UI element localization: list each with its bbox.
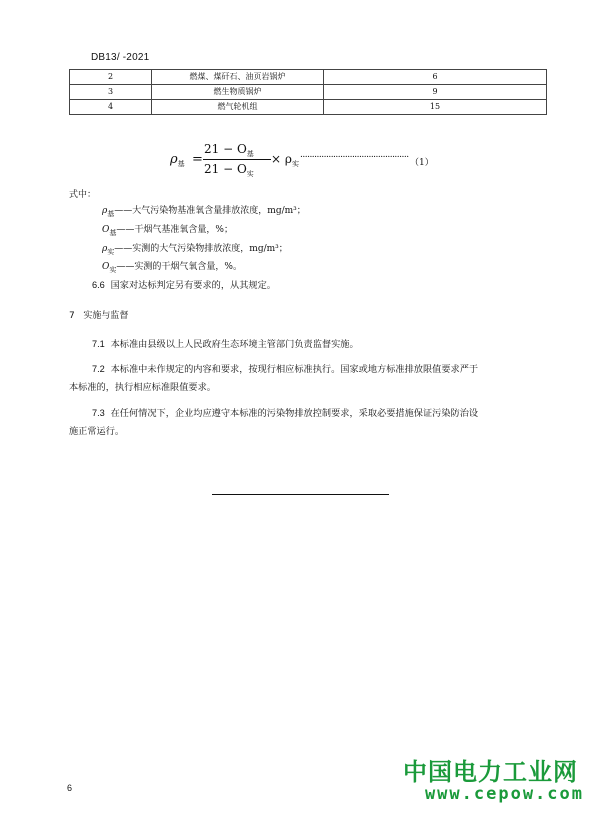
table-row — [70, 85, 547, 100]
end-rule — [212, 494, 389, 495]
formula-label: （1） — [410, 158, 434, 168]
section-7-heading: 7 实施与监督 — [69, 311, 129, 321]
table-cell-no: 2 — [70, 70, 152, 85]
clause-6-6: 6.6 国家对达标判定另有要求的，从其规定。 — [92, 280, 276, 291]
clause-7-3-line2: 施正常运行。 — [69, 426, 125, 437]
clause-7-1: 7.1 本标准由县级以上人民政府生态环境主管部门负责监督实施。 — [92, 339, 359, 350]
table-cell-no: 4 — [70, 100, 152, 115]
table-cell-type: 燃煤、煤矸石、油页岩锅炉 — [152, 70, 324, 85]
definition-item: $\rho_实——$实测的大气污染物排放浓度，mg/m³； — [102, 244, 288, 256]
table-cell-value: 9 — [324, 85, 547, 100]
formula-denominator: $21 - O_实$ — [204, 162, 254, 178]
header-code: DB13/ -2021 — [91, 52, 150, 63]
limit-table — [69, 69, 547, 115]
fraction-bar — [203, 159, 271, 160]
table-cell-value: 6 — [324, 70, 547, 85]
formula-numerator: $21 - O_基$ — [204, 142, 254, 158]
table-cell-no: 3 — [70, 85, 152, 100]
table-cell-value: 15 — [324, 100, 547, 115]
formula-lhs: $\rho_基$ — [170, 152, 185, 168]
table-row — [70, 100, 547, 115]
definition-item: $\rho_基——$大气污染物基准氧含量排放浓度，mg/m³； — [102, 206, 306, 218]
formula — [170, 140, 470, 185]
definition-item: $O_实——$实测的干烟气氧含量，%。 — [102, 262, 242, 274]
table-cell-type: 燃生物质锅炉 — [152, 85, 324, 100]
watermark-url: www.cepow.com — [424, 784, 584, 804]
clause-7-3-line1: 7.3 在任何情况下，企业均应遵守本标准的污染物排放控制要求，采取必要措施保证污染防治设 — [92, 408, 479, 419]
where-label: 式中： — [69, 190, 97, 200]
formula-times: × $\rho_实$ — [271, 152, 299, 168]
formula-leader-dots: .............................................. — [300, 150, 409, 160]
table-row — [70, 70, 547, 85]
formula-equals: = — [192, 152, 203, 167]
clause-7-2-line2: 本标准的，执行相应标准限值要求。 — [69, 382, 216, 393]
definition-item: $O_基——$干烟气基准氧含量，%； — [102, 225, 233, 237]
page-number: 6 — [67, 783, 73, 793]
watermark-title: 中国电力工业网 — [403, 758, 578, 786]
table-cell-type: 燃气轮机组 — [152, 100, 324, 115]
clause-7-2-line1: 7.2 本标准中未作规定的内容和要求，按现行相应标准执行。国家或地方标准排放限值要求严于 — [92, 364, 479, 375]
